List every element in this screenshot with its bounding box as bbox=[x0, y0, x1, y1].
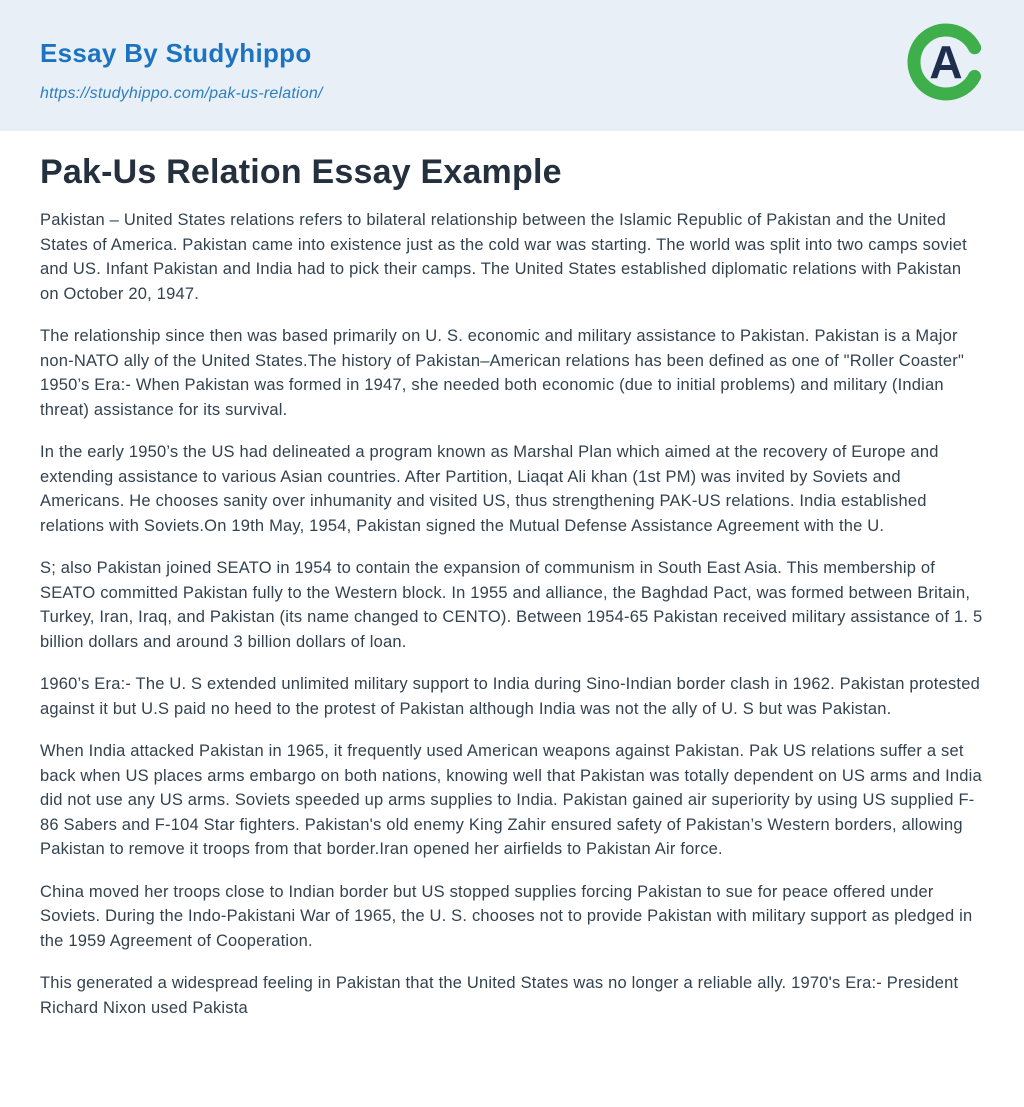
paragraph: The relationship since then was based primarily on U. S. economic and military assistance to Pakistan. Pakistan is a Major non-NATO ally of the United States.The history of Pakistan–American relations has been defined as one of "Roller Coaster" 1950’s Era:- When Pakistan was formed in 1947, she needed both economic (due to initial problems) and military (Indian threat) assistance for its survival. bbox=[40, 327, 965, 419]
paragraph: In the early 1950’s the US had delineated a program known as Marshal Plan which aimed at the recovery of Europe and extending assistance to various Asian countries. After Partition, Liaqat Ali khan (1st PM) was invited by Soviets and Americans. He chooses sanity over inhumanity and visited US, thus strengthening PAK-US relations. India established relations with Soviets.On 19th May, 1954, Pakistan signed the Mutual Defense Assistance Agreement with the U. bbox=[40, 443, 939, 535]
article-body bbox=[40, 208, 984, 1020]
paragraph: S; also Pakistan joined SEATO in 1954 to contain the expansion of communism in South East Asia. This membership of SEATO committed Pakistan fully to the Western block. In 1955 and alliance, the Baghdad Pact, was formed between Britain, Turkey, Iran, Iraq, and Pakistan (its name changed to CENTO). Between 1954-65 Pakistan received military assistance of 1. 5 billion dollars and around 3 billion dollars of loan. bbox=[40, 559, 983, 651]
studyhippo-logo[interactable] bbox=[906, 22, 986, 102]
paragraph: 1960’s Era:- The U. S extended unlimited military support to India during Sino-Indian border clash in 1962. Pakistan protested against it but U.S paid no heed to the protest of Pakistan although India was not the ally of U. S but was Pakistan. bbox=[40, 675, 980, 718]
page-header bbox=[0, 0, 1024, 131]
logo-letter: A bbox=[929, 36, 963, 88]
article bbox=[0, 131, 1024, 1020]
article-title: Pak-Us Relation Essay Example bbox=[40, 153, 562, 191]
site-title: Essay By Studyhippo bbox=[40, 38, 312, 68]
paragraph: China moved her troops close to Indian border but US stopped supplies forcing Pakistan to sue for peace offered under Soviets. During the Indo-Pakistani War of 1965, the U. S. chooses not to provide Pakistan with military support as pledged in the 1959 Agreement of Cooperation. bbox=[40, 882, 973, 950]
paragraph: Pakistan – United States relations refers to bilateral relationship between the Islamic Republic of Pakistan and the United States of America. Pakistan came into existence just as the cold war was starting. The world was split into two camps soviet and US. Infant Pakistan and India had to pick their camps. The United States established diplomatic relations with Pakistan on October 20, 1947. bbox=[40, 211, 967, 303]
logo-ring-icon bbox=[906, 22, 986, 102]
page-url-link[interactable]: https://studyhippo.com/pak-us-relation/ bbox=[40, 85, 323, 102]
paragraph: When India attacked Pakistan in 1965, it frequently used American weapons against Pakistan. Pak US relations suffer a set back when US places arms embargo on both nations, knowing well that Pakistan was totally dependent on US arms and India did not use any US arms. Soviets speeded up arms supplies to India. Pakistan gained air superiority by using US supplied F-86 Sabers and F-104 Star fighters. Pakistan's old enemy King Zahir ensured safety of Pakistan’s Western borders, allowing Pakistan to remove it troops from that border.Iran opened her airfields to Pakistan Air force. bbox=[40, 742, 982, 858]
paragraph: This generated a widespread feeling in Pakistan that the United States was no longer a reliable ally. 1970's Era:- President Richard Nixon used Pakista bbox=[40, 974, 959, 1017]
